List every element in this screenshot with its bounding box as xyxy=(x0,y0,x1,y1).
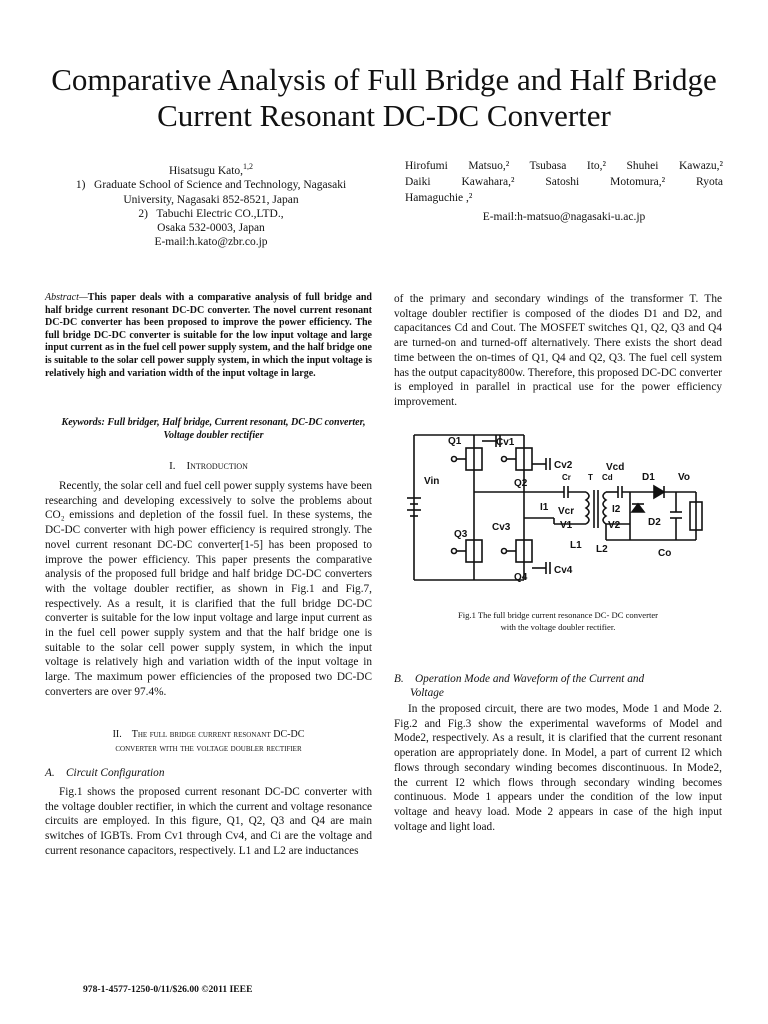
subsection-b-line2: Voltage xyxy=(410,687,444,699)
label-q3: Q3 xyxy=(454,529,468,540)
section-1-num: I. xyxy=(169,460,176,472)
label-cd: Cd xyxy=(602,473,613,482)
label-t: T xyxy=(588,473,593,482)
label-vcd: Vcd xyxy=(606,462,625,473)
circuit-configuration-text: Fig.1 shows the proposed current resonant DC-DC converter with the voltage doubler rectifier, in which the current and voltage resonance circuits are employed. In this figure, Q1, Q2, Q3 and Q4 are main switches of IGBTs. From Cv1 through Cv4, and Ci are the voltage and current resonance capacitors, respectively. L1 and L2 are inductances xyxy=(45,786,372,857)
section-2-heading xyxy=(45,728,372,756)
paper-title: Comparative Analysis of Full Bridge and Half Bridge Current Resonant DC-DC Converter xyxy=(51,62,717,133)
label-vin: Vin xyxy=(424,476,440,487)
subsection-a-heading: A. Circuit Configuration xyxy=(45,767,165,779)
subsection-b-line1: B. Operation Mode and Waveform of the Current and xyxy=(394,673,645,685)
figure-caption-line1: Fig.1 The full bridge current resonance DC- DC converter xyxy=(457,610,659,620)
label-vcr: Vcr xyxy=(558,506,575,517)
label-cv2: Cv2 xyxy=(554,460,573,471)
label-v1: V1 xyxy=(560,520,573,531)
label-cr: Cr xyxy=(562,473,571,482)
label-i1: I1 xyxy=(540,502,549,513)
email-right: E-mail:h-matsuo@nagasaki-u.ac.jp xyxy=(482,211,646,223)
circuit-diagram xyxy=(396,430,716,590)
section-1-title: Introduction xyxy=(186,460,248,472)
transformer-text: of the primary and secondary windings of the transformer T. The voltage doubler rectifier is composed of the diodes D1 and D2, and capacitances Cd and Cout. The MOSFET switches Q1, Q2, Q3 and Q4 are turned-on and turned-off alternatively. There exists the short dead time between the on-times of Q1, Q4 and Q2, Q3. The fuel cell system has the output capacity800w. Therefore, this proposed DC-DC converter is employed in parallel in practical use for the power efficiency improvement. xyxy=(394,293,722,408)
figure-1-caption xyxy=(394,609,722,633)
label-l1: L1 xyxy=(570,540,582,551)
introduction-text: Recently, the solar cell and fuel cell power supply systems have been researching and developing excessively to solve the problems about CO₂ emissions and depletion of the fossil fuel. In these systems, the DC-DC converter with high power efficiency is required strongly. The novel current resonant DC-DC converter[1-5] has been proposed to improve the power efficiency. This paper presents the comparative analysis of the proposed full bridge and half bridge DC-DC converters with the voltage doubler rectifier, as shown in Fig.1 and Fig.7, respectively. As a result, it is clarified that the full bridge DC-DC converter is suitable for the low input voltage and large input current as in the fuel cell power supply system and that the half bridge one is suitable to the solar cell power supply system, in which the input voltage is relatively high and variation width of the input voltage in large. The maximum power efficiencies of the proposed two DC-DC converters are over 97.4%. xyxy=(45,480,372,698)
label-vo: Vo xyxy=(678,472,691,483)
authors-right-line3: Hamaguchie ,² xyxy=(405,192,473,204)
affiliation-2b: Osaka 532-0003, Japan xyxy=(157,222,265,234)
author-kato xyxy=(40,159,382,179)
label-co: Co xyxy=(658,548,672,559)
label-i2: I2 xyxy=(612,504,621,515)
label-v2: V2 xyxy=(608,520,621,531)
abstract-text: This paper deals with a comparative analysis of full bridge and half bridge current resonant DC-DC converter. The novel current resonant DC-DC converter has been proposed to improve the power efficiency. The full bridge DC-DC converter is suitable for the low input voltage and large input current as in the fuel cell power supply system, and the half bridge one is suitable to the solar cell power supply system, in which the input voltage is relatively high and variation width of the input voltage in large. xyxy=(45,292,372,379)
section-2-title-1: The full bridge current resonant DC-DC xyxy=(131,729,305,740)
label-l2: L2 xyxy=(596,544,608,555)
abstract-lead: Abstract— xyxy=(45,292,88,303)
authors-right-line1: Hirofumi Matsuo,² Tsubasa Ito,² Shuhei Kawazu,² xyxy=(405,160,723,172)
abstract xyxy=(45,292,372,380)
keywords: Keywords: Full bridger, Half bridge, Current resonant, DC-DC converter, Voltage doubler rectifier xyxy=(61,417,366,441)
operation-mode-text: In the proposed circuit, there are two modes, Mode 1 and Mode 2. Fig.2 and Fig.3 show the experimental waveforms of Model and Mode2, respectively. As a result, it is clarified that the current resonant operation are appropriately done. In Model, a part of current I2 which flows through secondary winding becomes discontinuous. In Mode2, the current I2 which flows through secondary winding becomes continuous. Mode 1 appears under the condition of the low input voltage and heavy load. Mode 2 appears in case of the high input voltage and light load. xyxy=(394,703,722,833)
label-cv4: Cv4 xyxy=(554,565,573,576)
copyright-footer: 978-1-4577-1250-0/11/$26.00 ©2011 IEEE xyxy=(83,984,253,995)
authors-right-line2: Daiki Kawahara,² Satoshi Motomura,² Ryota xyxy=(405,176,723,188)
email-left: E-mail:h.kato@zbr.co.jp xyxy=(154,236,268,248)
label-cv3: Cv3 xyxy=(492,522,511,533)
section-1-heading xyxy=(45,460,372,472)
label-q4: Q4 xyxy=(514,572,528,583)
affiliation-1b: University, Nagasaki 852-8521, Japan xyxy=(123,194,299,206)
affiliation-2: 2) Tabuchi Electric CO.,LTD., xyxy=(138,208,284,220)
label-q2: Q2 xyxy=(514,478,528,489)
author-name: Hisatsugu Kato, xyxy=(168,164,244,177)
section-2-num: II. xyxy=(112,729,122,740)
affiliation-1: 1) Graduate School of Science and Technology, Nagasaki xyxy=(75,179,347,191)
label-cv1: Cv1 xyxy=(496,437,515,448)
label-d2: D2 xyxy=(648,517,661,528)
label-q1: Q1 xyxy=(448,436,462,447)
figure-caption-line2: with the voltage doubler rectifier. xyxy=(500,622,616,632)
author-sup: 1,2 xyxy=(243,162,254,171)
label-d1: D1 xyxy=(642,472,655,483)
section-2-title-2: converter with the voltage doubler rectifier xyxy=(115,743,302,754)
subsection-b-heading xyxy=(394,672,722,700)
